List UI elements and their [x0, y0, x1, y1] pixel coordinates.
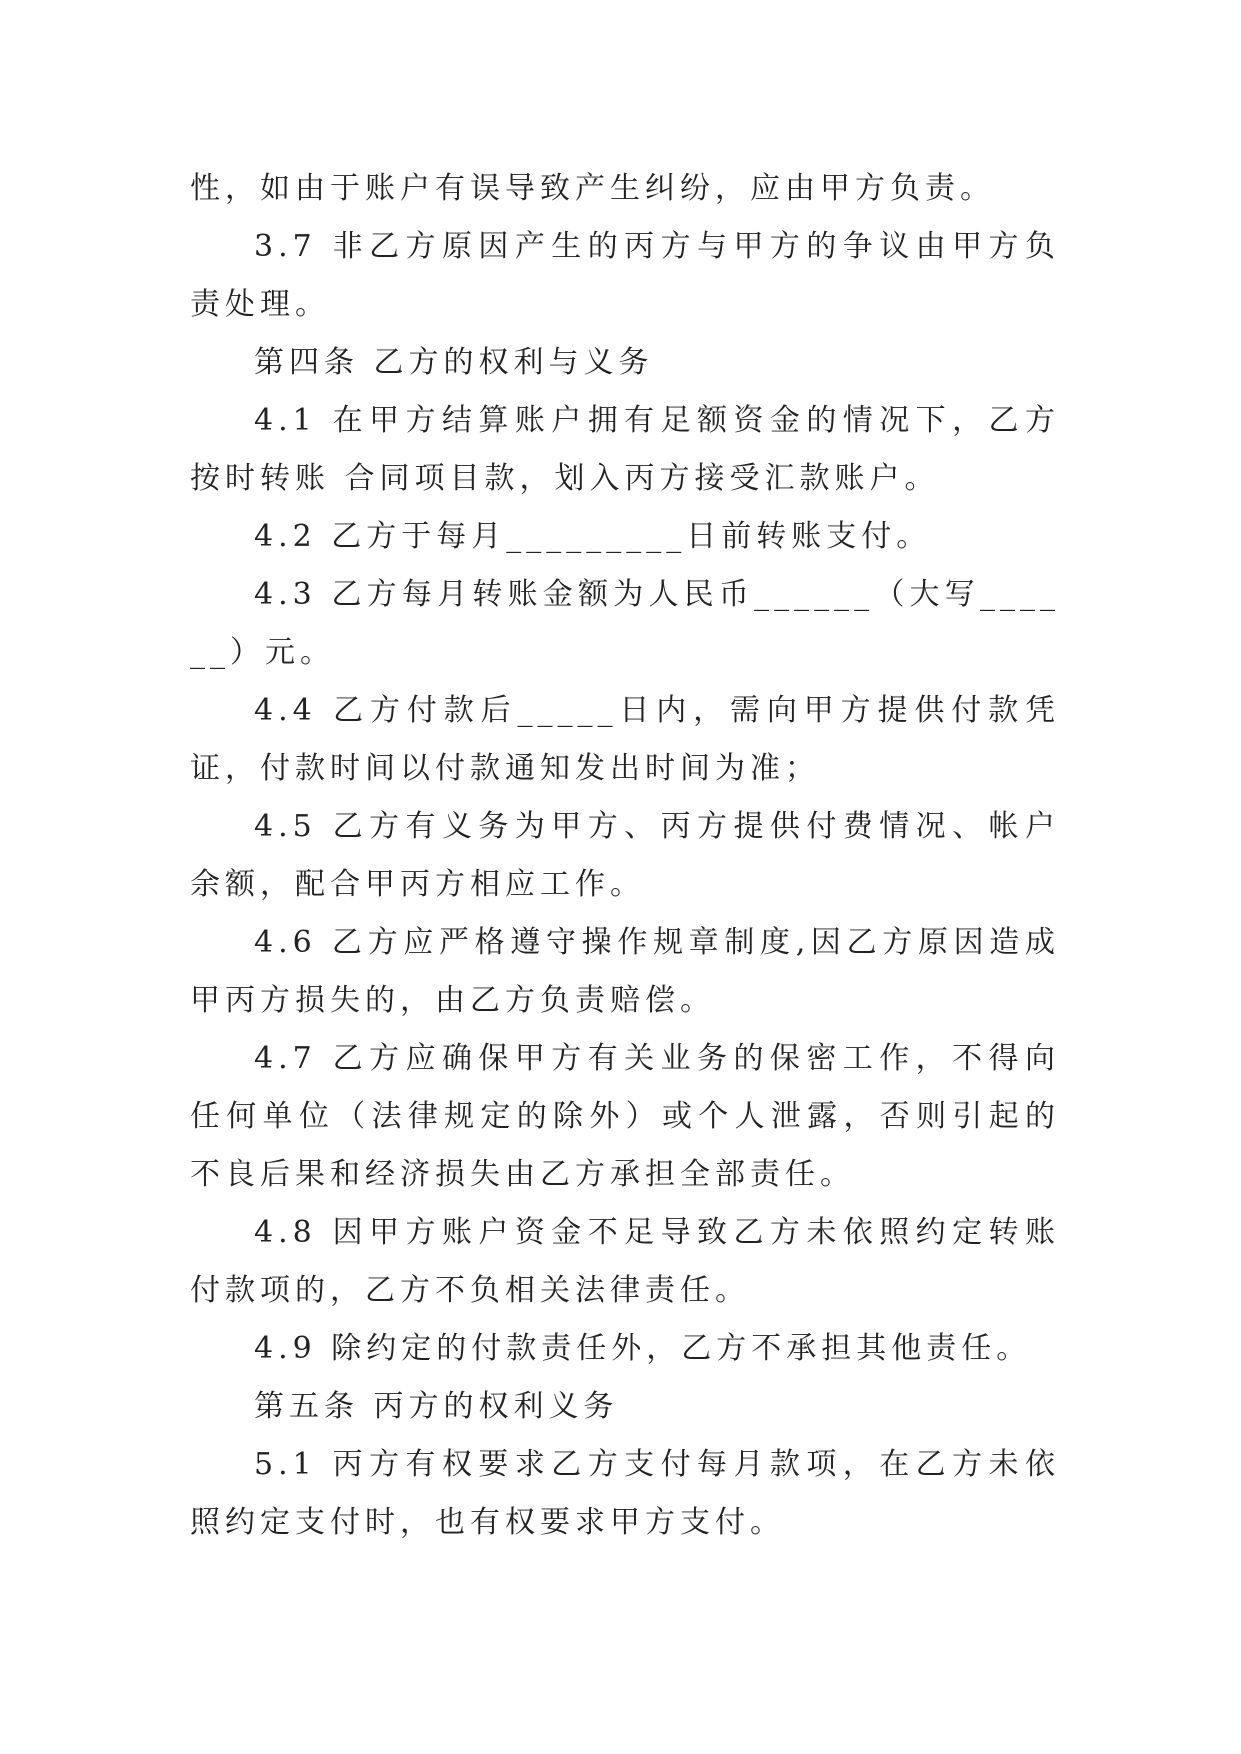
clause-4-7: 4.7 乙方应确保甲方有关业务的保密工作，不得向任何单位（法律规定的除外）或个人泄露，否则引起的不良后果和经济损失由乙方承担全部责任。: [190, 1041, 1060, 1192]
clause-4-1: 4.1 在甲方结算账户拥有足额资金的情况下，乙方按时转账 合同项目款，划入丙方接受汇款账户。: [190, 403, 1060, 496]
clause-5-1: 5.1 丙方有权要求乙方支付每月款项，在乙方未依照约定支付时，也有权要求甲方支付。: [190, 1447, 1060, 1540]
document-body: [190, 160, 1060, 1552]
clause-4-5: 4.5 乙方有义务为甲方、丙方提供付费情况、帐户余额，配合甲丙方相应工作。: [190, 809, 1060, 902]
article-4-heading: 第四条 乙方的权利与义务: [254, 345, 654, 380]
clause-4-2: 4.2 乙方于每月_________日前转账支付。: [254, 519, 932, 554]
clause-4-8: 4.8 因甲方账户资金不足导致乙方未依照约定转账付款项的，乙方不负相关法律责任。: [190, 1215, 1060, 1308]
clause-4-4: 4.4 乙方付款后_____日内，需向甲方提供付款凭证，付款时间以付款通知发出时间为准；: [190, 693, 1060, 786]
article-5-heading: 第五条 丙方的权利义务: [254, 1389, 619, 1424]
clause-4-6: 4.6 乙方应严格遵守操作规章制度,因乙方原因造成甲丙方损失的，由乙方负责赔偿。: [190, 925, 1060, 1018]
clause-3-7: 3.7 非乙方原因产生的丙方与甲方的争议由甲方负责处理。: [190, 229, 1060, 322]
clause-4-3: 4.3 乙方每月转账金额为人民币______（大写______）元。: [190, 577, 1060, 670]
paragraph-continuation: 性，如由于账户有误导致产生纠纷，应由甲方负责。: [190, 171, 995, 206]
clause-4-9: 4.9 除约定的付款责任外，乙方不承担其他责任。: [254, 1331, 1032, 1366]
